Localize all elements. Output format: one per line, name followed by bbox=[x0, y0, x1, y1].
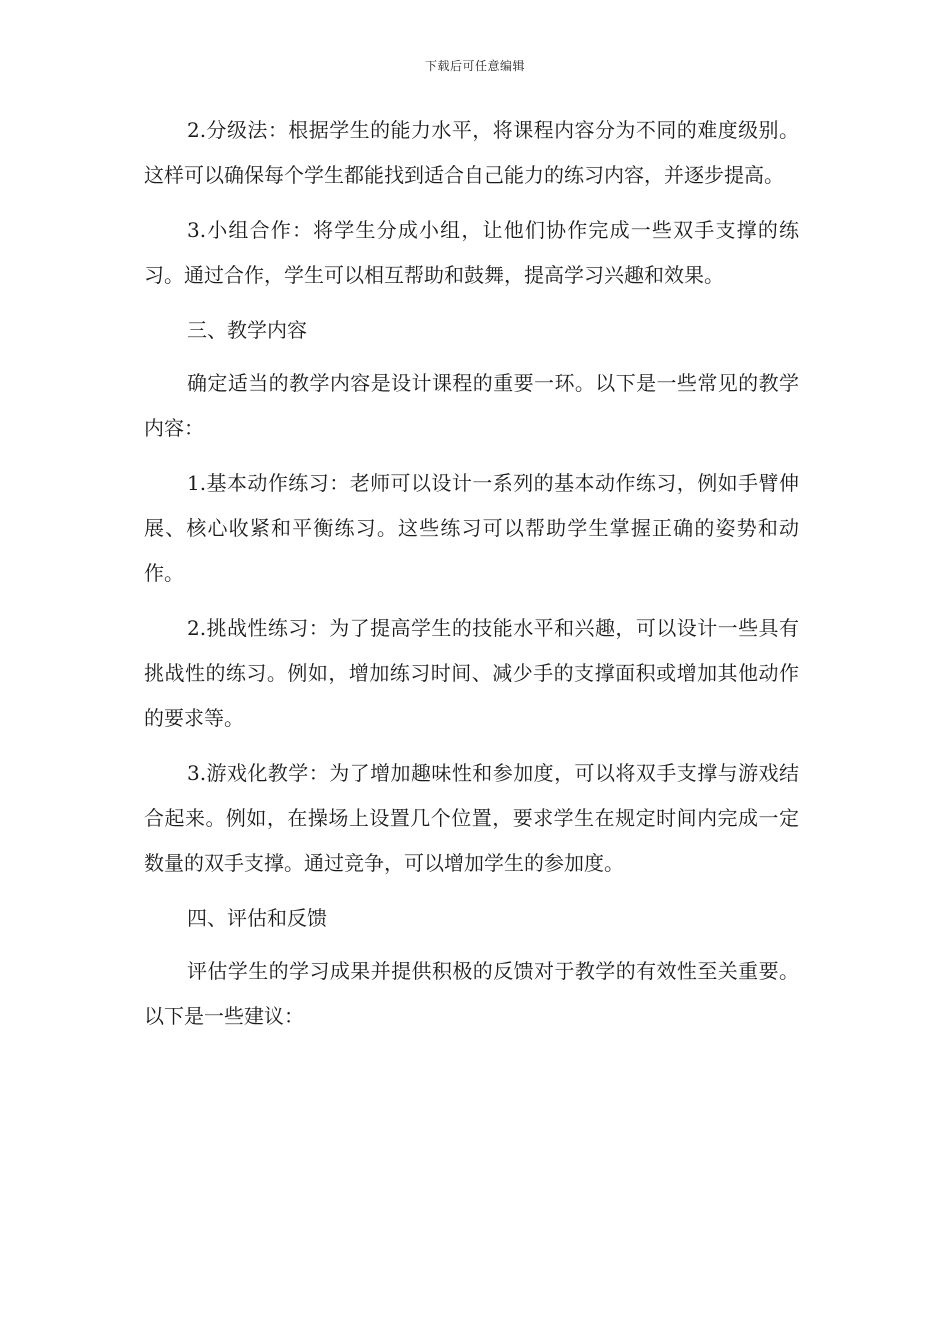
paragraph-gamified-teaching: 3.游戏化教学：为了增加趣味性和参加度，可以将双手支撑与游戏结合起来。例如，在操场上设置几个位置，要求学生在规定时间内完成一定数量的双手支撑。通过竞争，可以增加学生的参加度。 bbox=[144, 761, 799, 875]
paragraph-grading-method: 2.分级法：根据学生的能力水平，将课程内容分为不同的难度级别。这样可以确保每个学生都能找到适合自己能力的练习内容，并逐步提高。 bbox=[144, 118, 799, 187]
page-header: 下载后可任意编辑 bbox=[424, 59, 525, 73]
document-body bbox=[144, 108, 799, 1049]
paragraph-challenge-exercises: 2.挑战性练习：为了提高学生的技能水平和兴趣，可以设计一些具有挑战性的练习。例如，增加练习时间、减少手的支撑面积或增加其他动作的要求等。 bbox=[144, 616, 799, 730]
section-heading-assessment: 四、评估和反馈 bbox=[187, 906, 327, 930]
paragraph-teaching-content-intro: 确定适当的教学内容是设计课程的重要一环。以下是一些常见的教学内容： bbox=[144, 371, 799, 440]
paragraph-basic-exercises: 1.基本动作练习：老师可以设计一系列的基本动作练习，例如手臂伸展、核心收紧和平衡练习。这些练习可以帮助学生掌握正确的姿势和动作。 bbox=[144, 471, 799, 585]
paragraph-assessment-intro: 评估学生的学习成果并提供积极的反馈对于教学的有效性至关重要。以下是一些建议： bbox=[144, 959, 799, 1028]
section-heading-teaching-content: 三、教学内容 bbox=[187, 318, 307, 342]
paragraph-group-cooperation: 3.小组合作：将学生分成小组，让他们协作完成一些双手支撑的练习。通过合作，学生可以相互帮助和鼓舞，提高学习兴趣和效果。 bbox=[144, 218, 799, 287]
